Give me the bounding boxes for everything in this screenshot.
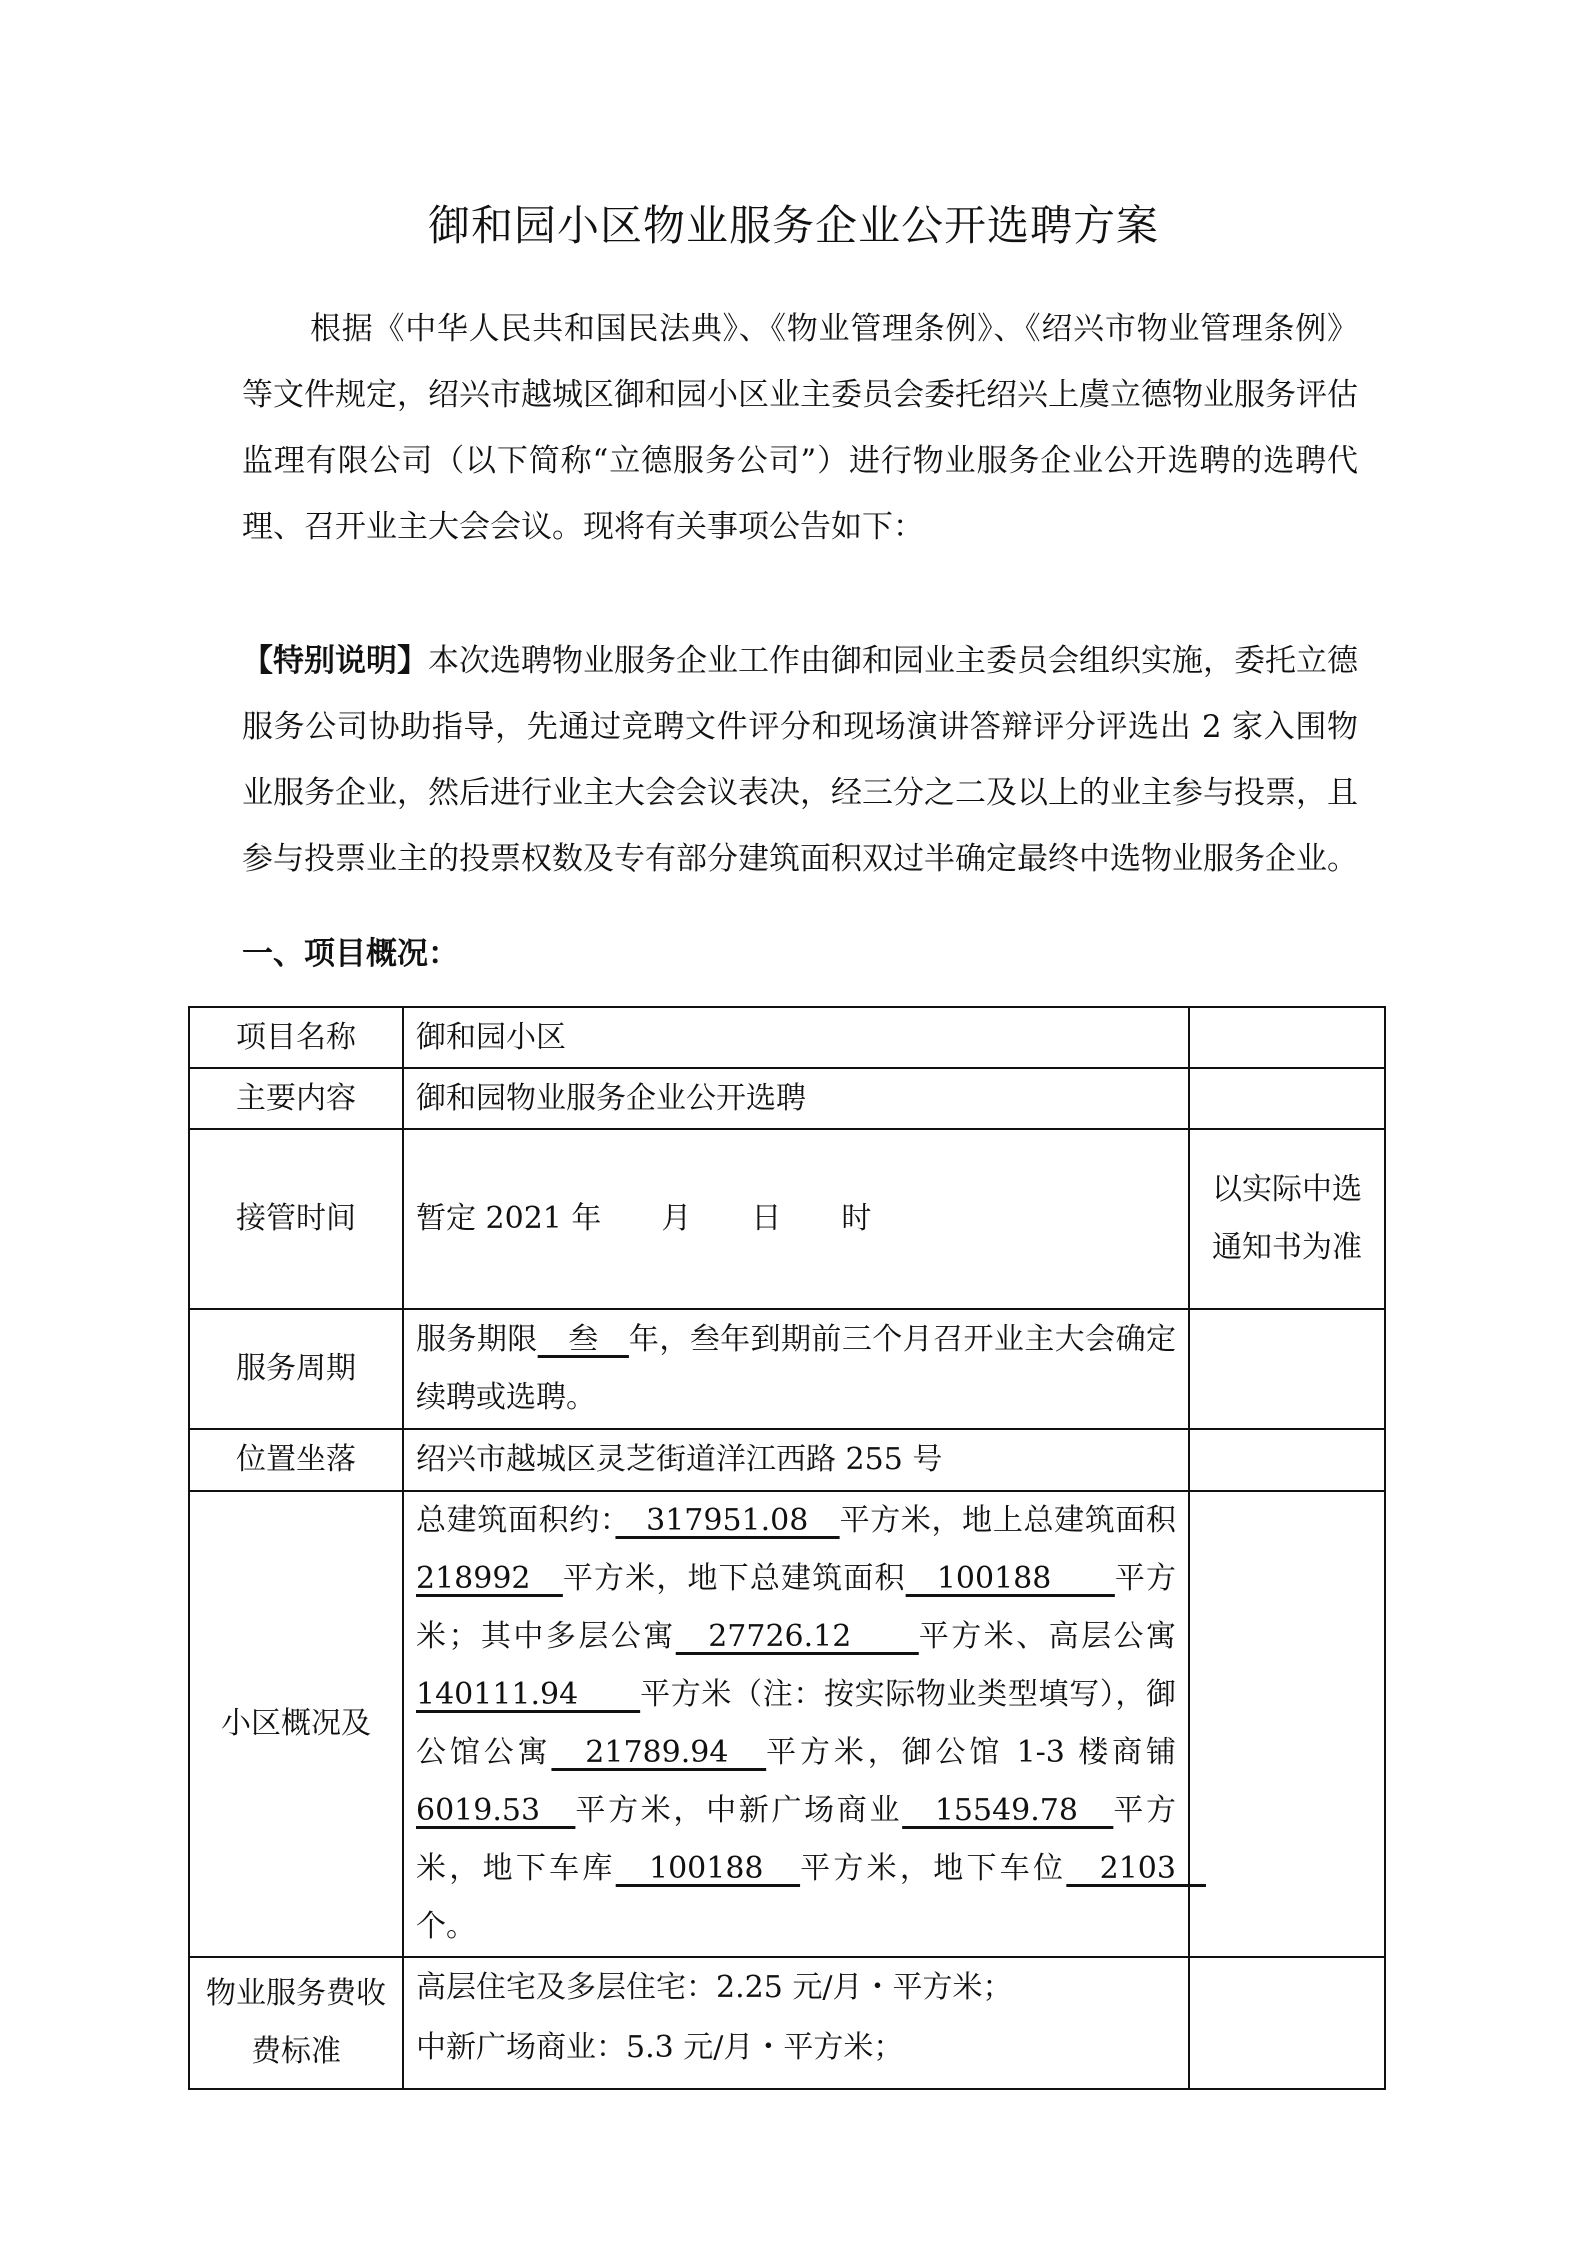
document-title: 御和园小区物业服务企业公开选聘方案 <box>427 201 1159 250</box>
overview-text: 总建筑面积约： <box>416 1503 616 1538</box>
row-label-service-period: 服务周期 <box>189 1309 403 1429</box>
underground-area-value: 100188 <box>905 1561 1115 1596</box>
row-value-main-content: 御和园物业服务企业公开选聘 <box>403 1068 1189 1129</box>
row-value-project-name: 御和园小区 <box>403 1007 1189 1068</box>
above-ground-area-value: 218992 <box>416 1561 563 1596</box>
total-area-value: 317951.08 <box>615 1503 840 1538</box>
table-row <box>189 1491 1385 1957</box>
fee-line-commercial: 中新广场商业：5.3 元/月・平方米； <box>416 2030 904 2065</box>
service-period-prefix: 服务期限 <box>416 1322 538 1357</box>
row-note-service-period <box>1189 1309 1385 1429</box>
row-label-community-overview: 小区概况及 <box>189 1491 403 1957</box>
service-period-term: 叁 <box>537 1322 629 1357</box>
table-row <box>189 1429 1385 1491</box>
row-note-location <box>1189 1429 1385 1491</box>
row-note-community-overview <box>1189 1491 1385 1957</box>
fee-line-residential: 高层住宅及多层住宅：2.25 元/月・平方米； <box>416 1970 1013 2005</box>
parking-count-value: 2103 <box>1066 1851 1206 1886</box>
garage-area-value: 100188 <box>615 1851 801 1886</box>
row-note-main-content <box>1189 1068 1385 1129</box>
row-value-service-period <box>403 1309 1189 1429</box>
section-heading-project-overview: 一、项目概况： <box>242 936 459 972</box>
special-note-label: 【特别说明】 <box>242 643 428 679</box>
special-note-text: 本次选聘物业服务企业工作由御和园业主委员会组织实施，委托立德服务公司协助指导，先通过竞聘文件评分和现场演讲答辩评分评选出 2 家入围物业服务企业，然后进行业主大会会议表决，经三分之二及以上的业主参与投票，且参与投票业主的投票权数及专有部分建筑面积双过半确定最终中选物业服务企业。 <box>242 643 1358 877</box>
row-note-fee-standard <box>1189 1957 1385 2089</box>
row-label-takeover-time: 接管时间 <box>189 1129 403 1309</box>
overview-text: 平方米；其中多层公寓 <box>416 1561 1177 1654</box>
row-value-community-overview <box>403 1491 1206 1957</box>
table-row <box>189 1007 1385 1068</box>
special-note-paragraph <box>242 628 1358 892</box>
overview-text: 平方米、高层公寓 <box>918 1619 1177 1654</box>
row-value-fee-standard <box>403 1957 1189 2089</box>
overview-text: 平方米，地下车位 <box>800 1851 1067 1886</box>
overview-text: 平方米，地下车库 <box>416 1793 1177 1886</box>
row-value-location: 绍兴市越城区灵芝街道洋江西路 255 号 <box>403 1429 1189 1491</box>
row-note-project-name <box>1189 1007 1385 1068</box>
row-label-project-name: 项目名称 <box>189 1007 403 1068</box>
row-note-takeover-time: 以实际中选通知书为准 <box>1189 1129 1385 1309</box>
shop-area-value: 6019.53 <box>416 1793 576 1828</box>
overview-text: 个。 <box>416 1909 476 1944</box>
table-row <box>189 1957 1385 2089</box>
table-row <box>189 1129 1385 1309</box>
overview-text: 平方米，地下总建筑面积 <box>562 1561 906 1596</box>
high-rise-area-value: 140111.94 <box>416 1677 641 1712</box>
row-label-main-content: 主要内容 <box>189 1068 403 1129</box>
table-row <box>189 1309 1385 1429</box>
overview-text: 平方米，御公馆 1-3 楼商铺 <box>766 1735 1176 1770</box>
yugongguan-apartment-area-value: 21789.94 <box>551 1735 767 1770</box>
overview-text: 平方米，地上总建筑面积 <box>839 1503 1177 1538</box>
overview-text: 平方米，中新广场商业 <box>575 1793 903 1828</box>
intro-paragraph: 根据《中华人民共和国民法典》、《物业管理条例》、《绍兴市物业管理条例》等文件规定，绍兴市越城区御和园小区业主委员会委托绍兴上虞立德物业服务评估监理有限公司（以下简称“立德服务公司”）进行物业服务企业公开选聘的选聘代理、召开业主大会会议。现将有关事项公告如下： <box>242 311 1358 545</box>
row-label-location: 位置坐落 <box>189 1429 403 1491</box>
plaza-commercial-area-value: 15549.78 <box>902 1793 1114 1828</box>
row-label-fee-standard: 物业服务费收费标准 <box>189 1957 403 2089</box>
overview-text: 平方米（注：按实际物业类型填写），御公馆公寓 <box>416 1677 1177 1770</box>
service-period-suffix: 年，叁年到期前三个月召开业主大会确定续聘或选聘。 <box>416 1322 1177 1415</box>
multi-storey-area-value: 27726.12 <box>675 1619 919 1654</box>
row-value-takeover-time: 暂定 2021 年 月 日 时 <box>403 1129 1189 1309</box>
project-overview-table <box>188 1006 1386 2090</box>
table-row <box>189 1068 1385 1129</box>
